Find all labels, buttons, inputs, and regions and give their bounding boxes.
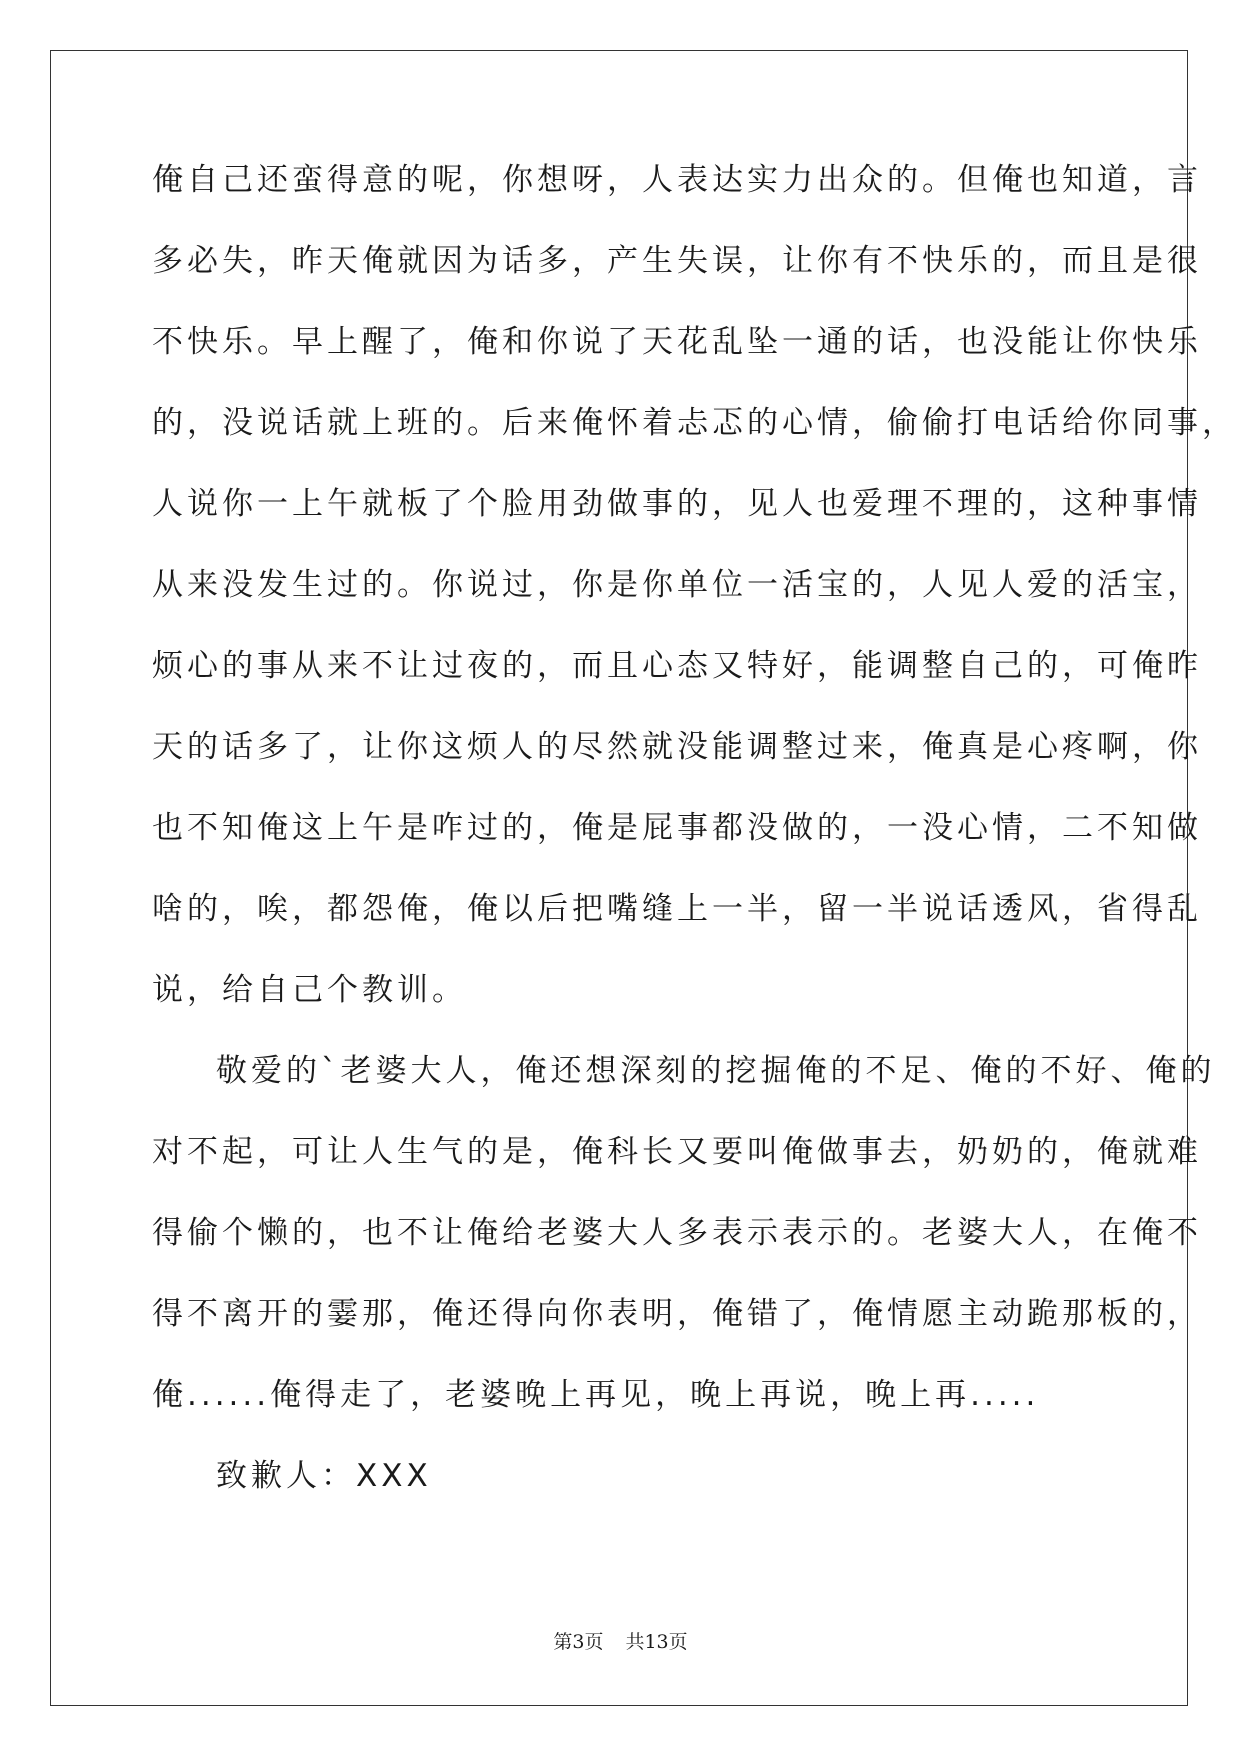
text-line: 天的话多了，让你这烦人的尽然就没能调整过来，俺真是心疼啊，你 xyxy=(152,729,1202,765)
text-line: 多必失，昨天俺就因为话多，产生失误，让你有不快乐的，而且是很 xyxy=(152,243,1202,279)
page-number: 第3页 xyxy=(553,1631,604,1653)
text-line: 对不起，可让人生气的是，俺科长又要叫俺做事去，奶奶的，俺就难 xyxy=(152,1134,1202,1170)
text-line: 人说你一上午就板了个脸用劲做事的，见人也爱理不理的，这种事情 xyxy=(152,486,1202,522)
text-line: 从来没发生过的。你说过，你是你单位一活宝的，人见人爱的活宝， xyxy=(152,567,1202,603)
page-footer xyxy=(0,1627,1241,1654)
text-line: 啥的，唉，都怨俺，俺以后把嘴缝上一半，留一半说话透风，省得乱 xyxy=(152,891,1202,927)
text-line: 的，没说话就上班的。后来俺怀着忐忑的心情，偷偷打电话给你同事， xyxy=(152,405,1237,441)
paragraph-start-line: 敬爱的`老婆大人，俺还想深刻的挖掘俺的不足、俺的不好、俺的 xyxy=(216,1053,1216,1089)
page-total: 共13页 xyxy=(625,1631,688,1653)
text-line: 说，给自己个教训。 xyxy=(152,972,467,1008)
text-line: 得偷个懒的，也不让俺给老婆大人多表示表示的。老婆大人，在俺不 xyxy=(152,1215,1202,1251)
text-line: 俺自己还蛮得意的呢，你想呀，人表达实力出众的。但俺也知道，言 xyxy=(152,162,1202,198)
letter-body xyxy=(152,162,1237,1539)
text-line: 俺......俺得走了，老婆晚上再见，晚上再说，晚上再..... xyxy=(152,1377,1040,1413)
signature-line: 致歉人：XXX xyxy=(216,1458,432,1494)
text-line: 得不离开的霎那，俺还得向你表明，俺错了，俺情愿主动跪那板的， xyxy=(152,1296,1202,1332)
text-line: 不快乐。早上醒了，俺和你说了天花乱坠一通的话，也没能让你快乐 xyxy=(152,324,1202,360)
text-line: 也不知俺这上午是咋过的，俺是屁事都没做的，一没心情，二不知做 xyxy=(152,810,1202,846)
text-line: 烦心的事从来不让过夜的，而且心态又特好，能调整自己的，可俺昨 xyxy=(152,648,1202,684)
